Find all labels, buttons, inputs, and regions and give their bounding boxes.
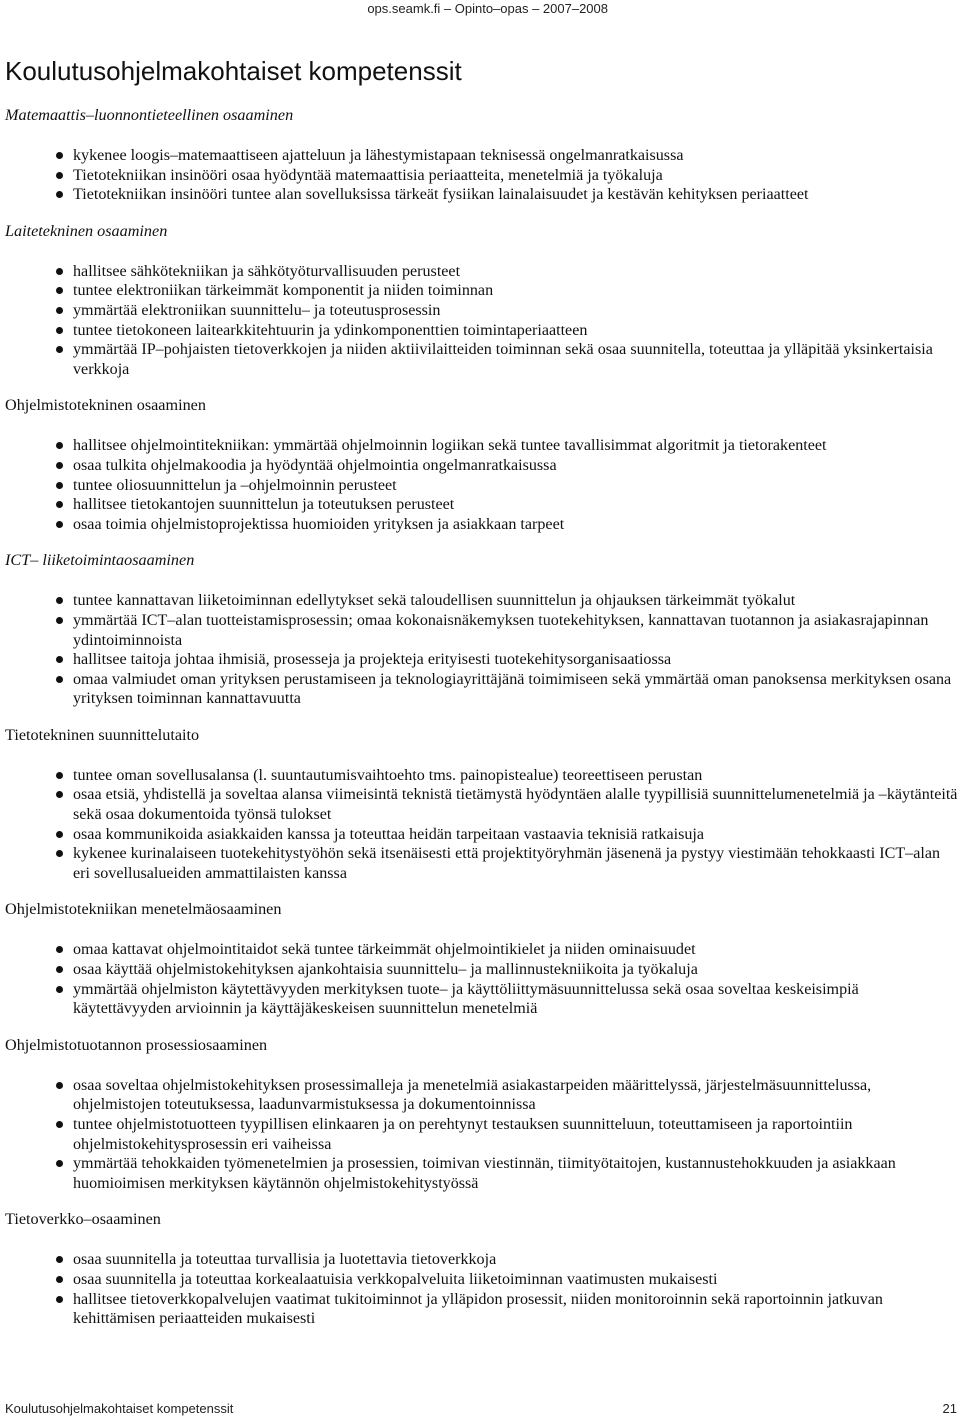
list-item: [0, 340, 960, 379]
list-item: [0, 670, 960, 709]
list-item-text: kykenee loogis–matemaattiseen ajatteluun ja lähestymistapaan teknisessä ongelmanratkaisussa: [73, 147, 684, 164]
list-item-text: tuntee elektroniikan tärkeimmät komponentit ja niiden toiminnan: [73, 282, 494, 300]
section-heading: ICT– liiketoimintaosaaminen: [5, 551, 195, 570]
section-ict-liiketoiminta: [0, 549, 960, 709]
bullet-icon: [56, 791, 63, 798]
list-item: [0, 301, 960, 321]
list-item-text: osaa toimia ohjelmistoprojektissa huomioiden yrityksen ja asiakkaan tarpeet: [73, 515, 565, 533]
list-item-text: osaa suunnitella ja toteuttaa turvallisia ja luotettavia tietoverkkoja: [73, 1251, 497, 1269]
bullet-list: [0, 436, 960, 534]
section-heading: Ohjelmistotekniikan menetelmäosaaminen: [5, 900, 282, 919]
list-item: [0, 166, 960, 186]
bullet-icon: [56, 501, 63, 508]
list-item-text: ymmärtää IP–pohjaisten tietoverkkojen ja niiden aktiivilaitteiden toiminnan sekä osaa suunnitella, toteuttaa ja ylläpitää yksinkertaisia verkkoja: [73, 341, 933, 378]
list-item-text: hallitsee taitoja johtaa ihmisiä, prosesseja ja projekteja erityisesti tuotekehitysorganisaatiossa: [73, 651, 672, 669]
list-item-text: hallitsee tietokantojen suunnittelun ja toteutuksen perusteet: [73, 496, 455, 514]
list-item-text: omaa valmiudet oman yrityksen perustamiseen ja teknologiayrittäjänä toimimiseen sekä ymmärtää oman panoksensa merkityksen osana yrityksen toiminnan kannattavuutta: [73, 670, 952, 708]
list-item-text: tuntee oman sovellusalansa (l. suuntautumisvaihtoehto tms. painopistealue) teoreettiseen perustan: [73, 766, 703, 784]
list-item: [0, 940, 960, 960]
bullet-icon: [56, 191, 63, 198]
list-item: [0, 1115, 960, 1154]
bullet-icon: [56, 1276, 63, 1283]
bullet-icon: [56, 986, 63, 993]
bullet-icon: [56, 1121, 63, 1128]
footer-title: Koulutusohjelmakohtaiset kompetenssit: [5, 1401, 234, 1416]
list-item-text: osaa kommunikoida asiakkaiden kanssa ja toteuttaa heidän tarpeitaan vastaavia teknisiä ratkaisuja: [73, 825, 705, 843]
section-tietotekninen-suunnittelu: [0, 724, 960, 884]
list-item-text: ymmärtää tehokkaiden työmenetelmien ja prosessien, toimivan viestinnän, tiimityötaitojen, kustannustehokkuuden ja asiakkaan huomioimisen merkityksen käytännön ohjelmistokehitystyössä: [73, 1155, 896, 1192]
bullet-list: [0, 591, 960, 709]
list-item-text: ymmärtää ohjelmiston käytettävyyden merkityksen tuote– ja käyttöliittymäsuunnittelussa sekä osaa soveltaa keskeisimpiä käytettävyyden arvioinnin ja käyttäjäkeskeisen suunnittelun menetelmiä: [73, 980, 859, 1018]
section-laitetekninen: [0, 220, 960, 380]
list-item: [0, 321, 960, 341]
bullet-icon: [56, 966, 63, 973]
section-heading: Ohjelmistotuotannon prosessiosaaminen: [5, 1035, 268, 1054]
list-item: [0, 476, 960, 496]
list-item-text: osaa soveltaa ohjelmistokehityksen prosessimalleja ja menetelmiä asiakastarpeiden määrittelyssä, järjestelmäsuunnittelussa, ohjelmistojen toteutuksessa, laadunvarmistuksessa ja dokumentoinnissa: [73, 1076, 872, 1114]
list-item-text: hallitsee tietoverkkopalvelujen vaatimat tukitoiminnot ja ylläpidon prosessit, niiden monitoroinnin sekä raportoinnin jatkuvan kehittämisen periaatteiden mukaisesti: [73, 1290, 883, 1328]
list-item: [0, 960, 960, 980]
bullet-list: [0, 940, 960, 1018]
list-item-text: osaa suunnitella ja toteuttaa korkealaatuisia verkkopalveluita liiketoiminnan vaatimusten mukaisesti: [73, 1270, 718, 1288]
document-body: [0, 104, 960, 1344]
page-number: 21: [942, 1401, 957, 1416]
list-item: [0, 1154, 960, 1193]
list-item-text: tuntee oliosuunnittelun ja –ohjelmoinnin perusteet: [73, 476, 397, 494]
bullet-icon: [56, 772, 63, 779]
list-item: [0, 591, 960, 611]
list-item-text: osaa etsiä, yhdistellä ja soveltaa alansa viimeisintä teknistä tietämystä hyödyntäen alalle tyypillisiä suunnittelumenetelmiä ja –käytänteitä sekä osaa dokumentoida työnsä tulokset: [73, 786, 958, 824]
section-heading: Tietoverkko–osaaminen: [5, 1210, 161, 1229]
list-item-text: omaa kattavat ohjelmointitaidot sekä tuntee tärkeimmät ohjelmointikielet ja niiden ominaisuudet: [73, 941, 696, 959]
bullet-icon: [56, 307, 63, 314]
bullet-icon: [56, 946, 63, 953]
bullet-icon: [56, 597, 63, 604]
bullet-list: [0, 146, 960, 205]
list-item: [0, 844, 960, 883]
bullet-icon: [56, 172, 63, 179]
section-heading: Ohjelmistotekninen osaaminen: [5, 396, 206, 415]
list-item-text: tuntee ohjelmistotuotteen tyypillisen elinkaaren ja on perehtynyt testauksen suunnitteluun, toteuttamiseen ja raportointiin ohjelmistokehitysprosessin eri vaiheissa: [73, 1116, 853, 1153]
bullet-list: [0, 1250, 960, 1328]
bullet-icon: [56, 1160, 63, 1167]
list-item: [0, 185, 960, 205]
list-item: [0, 515, 960, 535]
list-item-text: ymmärtää elektroniikan suunnittelu– ja toteutusprosessin: [73, 301, 441, 319]
bullet-icon: [56, 268, 63, 275]
list-item: [0, 262, 960, 282]
list-item-text: hallitsee sähkötekniikan ja sähkötyöturvallisuuden perusteet: [73, 262, 461, 280]
bullet-icon: [56, 442, 63, 449]
list-item-text: tuntee kannattavan liiketoiminnan edellytykset sekä taloudellisen suunnittelun ja ohjauksen tärkeimmät työkalut: [73, 592, 796, 610]
list-item: [0, 1290, 960, 1329]
list-item-text: osaa tulkita ohjelmakoodia ja hyödyntää ohjelmointia ongelmanratkaisussa: [73, 456, 557, 474]
running-head-text: ops.seamk.fi – Opinto–opas – 2007–2008: [367, 1, 608, 16]
bullet-icon: [56, 327, 63, 334]
list-item: [0, 281, 960, 301]
list-item-text: ymmärtää ICT–alan tuotteistamisprosessin; omaa kokonaisnäkemyksen tuotekehityksen, kannattavan tuotannon ja asiakasrajapinnan ydintoiminnoista: [73, 611, 929, 649]
list-item: [0, 1250, 960, 1270]
bullet-icon: [56, 521, 63, 528]
list-item: [0, 146, 960, 166]
bullet-list: [0, 1076, 960, 1194]
bullet-icon: [56, 482, 63, 489]
list-item: [0, 650, 960, 670]
bullet-icon: [56, 831, 63, 838]
section-heading: Tietotekninen suunnittelutaito: [5, 725, 200, 744]
list-item: [0, 611, 960, 650]
section-menetelmaosaaminen: [0, 898, 960, 1018]
list-item-text: Tietotekniikan insinööri osaa hyödyntää matemaattisia periaatteita, menetelmiä ja työkaluja: [73, 166, 663, 184]
bullet-icon: [56, 1296, 63, 1303]
section-ohjelmistotekninen: [0, 394, 960, 534]
list-item: [0, 825, 960, 845]
list-item: [0, 1076, 960, 1115]
list-item-text: Tietotekniikan insinööri tuntee alan sovelluksissa tärkeät fysiikan lainalaisuudet ja kestävän kehityksen periaatteet: [73, 186, 809, 204]
page-title: Koulutusohjelmakohtaiset kompetenssit: [5, 56, 462, 86]
list-item: [0, 436, 960, 456]
bullet-icon: [56, 617, 63, 624]
bullet-icon: [56, 850, 63, 857]
bullet-icon: [56, 462, 63, 469]
section-prosessiosaaminen: [0, 1034, 960, 1194]
bullet-icon: [56, 1256, 63, 1263]
list-item: [0, 456, 960, 476]
bullet-icon: [56, 152, 63, 159]
list-item: [0, 980, 960, 1019]
list-item-text: osaa käyttää ohjelmistokehityksen ajankohtaisia suunnittelu– ja mallinnustekniikoita ja työkaluja: [73, 961, 698, 979]
list-item: [0, 785, 960, 824]
list-item-text: tuntee tietokoneen laitearkkitehtuurin ja ydinkomponenttien toimintaperiaatteen: [73, 321, 588, 339]
bullet-icon: [56, 676, 63, 683]
list-item: [0, 766, 960, 786]
list-item: [0, 495, 960, 515]
bullet-icon: [56, 346, 63, 353]
bullet-icon: [56, 287, 63, 294]
section-heading: Laitetekninen osaaminen: [5, 221, 168, 240]
section-heading: Matemaattis–luonnontieteellinen osaaminen: [5, 106, 294, 124]
list-item-text: hallitsee ohjelmointitekniikan: ymmärtää ohjelmoinnin logiikan sekä tuntee tavallisimmat algoritmit ja tietorakenteet: [73, 437, 827, 455]
section-tietoverkko: [0, 1208, 960, 1328]
list-item: [0, 1270, 960, 1290]
list-item-text: kykenee kurinalaiseen tuotekehitystyöhön sekä itsenäisesti että projektityöryhmän jäsenenä ja pystyy viestimään tehokkaasti ICT–alan eri sovellusalueiden ammattilaisten kanssa: [73, 845, 941, 882]
bullet-icon: [56, 1082, 63, 1089]
bullet-list: [0, 262, 960, 380]
bullet-list: [0, 766, 960, 884]
section-matemaattis: [0, 104, 960, 205]
bullet-icon: [56, 656, 63, 663]
